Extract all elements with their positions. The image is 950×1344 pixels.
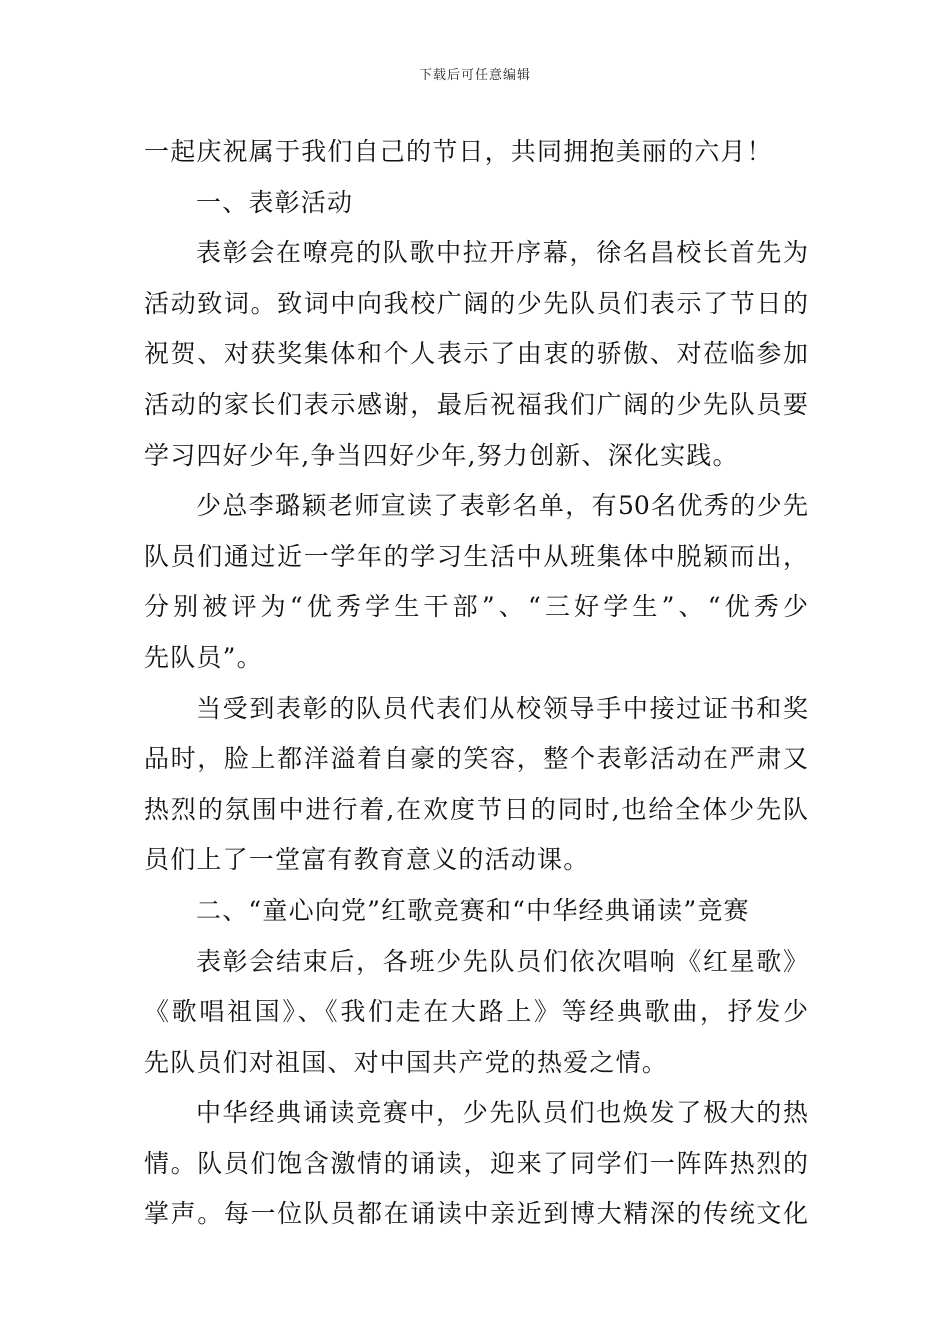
page-header: 下载后可任意编辑 — [418, 68, 531, 83]
text-line: 活动的家长们表示感谢，最后祝福我们广阔的少先队员要 — [144, 389, 808, 419]
text-line: 先队员们对祖国、对中国共产党的热爱之情。 — [144, 1047, 669, 1077]
text-line: 一起庆祝属于我们自己的节日，共同拥抱美丽的六月！ — [144, 137, 773, 166]
text-line: 分别被评为“优秀学生干部”、“三好学生”、“优秀少 — [144, 592, 808, 622]
text-line: 热烈的氛围中进行着,在欢度节日的同时,也给全体少先队 — [144, 794, 808, 824]
text-line: 情。队员们饱含激情的诵读，迎来了同学们一阵阵热烈的 — [144, 1148, 808, 1178]
section-heading: 二、“童心向党”红歌竞赛和“中华经典诵读”竞赛 — [196, 895, 750, 925]
text-line: 员们上了一堂富有教育意义的活动课。 — [144, 845, 590, 875]
text-line: 少总李璐颖老师宣读了表彰名单，有50名优秀的少先 — [196, 491, 808, 521]
text-line: 品时，脸上都洋溢着自豪的笑容，整个表彰活动在严肃又 — [144, 744, 808, 774]
text-line: 学习四好少年,争当四好少年,努力创新、深化实践。 — [144, 440, 739, 470]
text-line: 表彰会结束后，各班少先队员们依次唱响《红星歌》 — [196, 946, 808, 976]
text-line: 中华经典诵读竞赛中，少先队员们也焕发了极大的热 — [196, 1098, 808, 1128]
text-line: 《歌唱祖国》、《我们走在大路上》等经典歌曲，抒发少 — [144, 997, 808, 1027]
text-line: 表彰会在嘹亮的队歌中拉开序幕，徐名昌校长首先为 — [196, 238, 808, 268]
text-line: 队员们通过近一学年的学习生活中从班集体中脱颖而出， — [144, 541, 808, 571]
text-line: 祝贺、对获奖集体和个人表示了由衷的骄傲、对莅临参加 — [144, 339, 808, 369]
document-body — [144, 127, 808, 1240]
text-line: 先队员”。 — [144, 642, 263, 672]
text-line: 掌声。每一位队员都在诵读中亲近到博大精深的传统文化 — [144, 1199, 808, 1229]
text-line: 活动致词。致词中向我校广阔的少先队员们表示了节日的 — [144, 288, 808, 318]
section-heading: 一、表彰活动 — [196, 187, 354, 217]
text-line: 当受到表彰的队员代表们从校领导手中接过证书和奖 — [196, 693, 808, 723]
